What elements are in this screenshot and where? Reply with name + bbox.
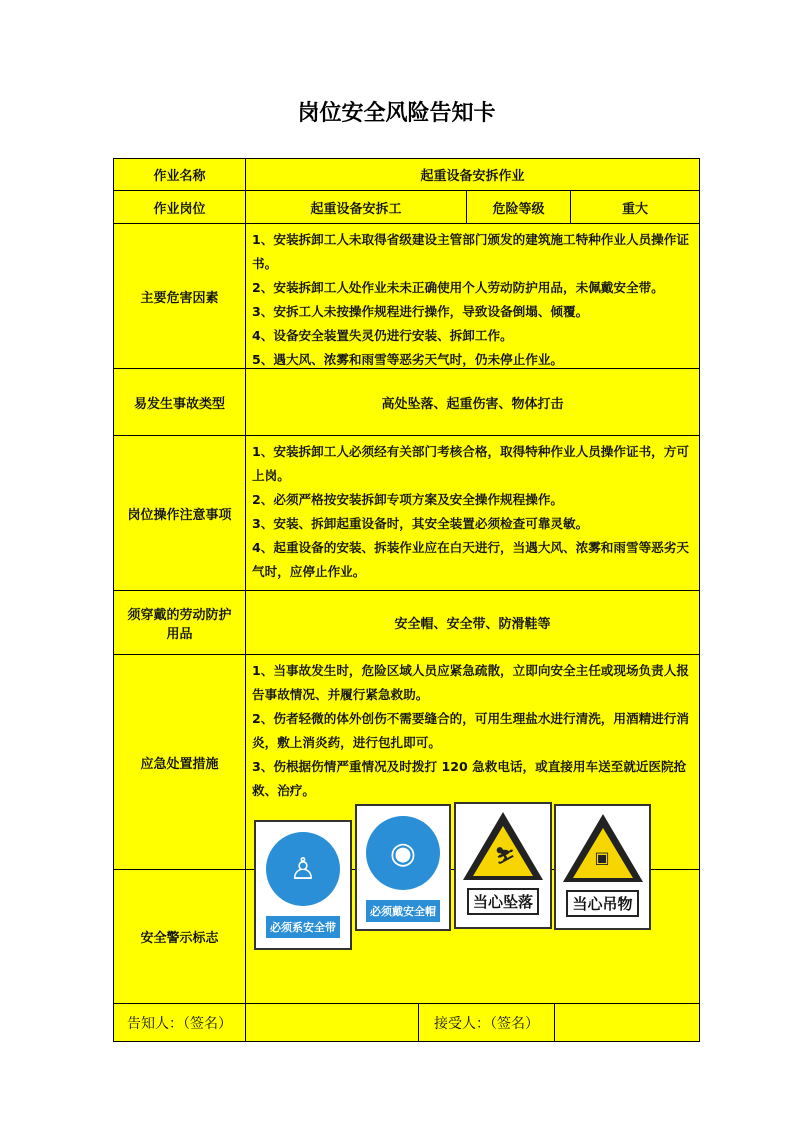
sign-beware-hanging-load bbox=[554, 804, 651, 930]
emergency-item: 1、当事故发生时，危险区域人员应紧急疏散，立即向安全主任或现场负责人报告事故情况、并履行紧急救助。 bbox=[252, 663, 689, 702]
note-item: 2、必须严格按安装拆卸专项方案及安全操作规程操作。 bbox=[252, 492, 564, 507]
ppe-label: 须穿戴的劳动防护用品 bbox=[113, 590, 246, 655]
hazards-list bbox=[245, 223, 700, 369]
emergency-item: 2、伤者轻微的体外创伤不需要缝合的，可用生理盐水进行清洗，用酒精进行消炎，敷上消炎药，进行包扎即可。 bbox=[252, 711, 689, 750]
warning-triangle-icon: ▣ bbox=[563, 814, 643, 882]
accident-label: 易发生事故类型 bbox=[113, 368, 246, 436]
informer-signature[interactable] bbox=[245, 1003, 419, 1042]
page-title: 岗位安全风险告知卡 bbox=[297, 101, 496, 126]
safety-belt-icon: ♙ bbox=[266, 832, 340, 906]
notes-list bbox=[245, 435, 700, 591]
receiver-signature[interactable] bbox=[554, 1003, 700, 1042]
informer-label: 告知人：（签名） bbox=[113, 1003, 246, 1042]
receiver-label: 接受人：（签名） bbox=[418, 1003, 555, 1042]
hazard-item: 4、设备安全装置失灵仍进行安装、拆卸工作。 bbox=[252, 328, 513, 343]
job-name-value: 起重设备安拆作业 bbox=[245, 158, 700, 191]
hazard-item: 2、安装拆卸工人处作业未未正确使用个人劳动防护用品，未佩戴安全带。 bbox=[252, 280, 664, 295]
sign-wear-safety-belt bbox=[254, 820, 352, 950]
hazard-item: 3、安拆工人未按操作规程进行操作，导致设备倒塌、倾覆。 bbox=[252, 304, 589, 319]
sign-wear-helmet bbox=[355, 804, 451, 931]
sign-beware-fall bbox=[454, 802, 552, 929]
warning-triangle-icon: ⛷ bbox=[463, 812, 543, 880]
note-item: 4、起重设备的安装、拆装作业应在白天进行，当遇大风、浓雾和雨雪等恶劣天气时，应停止作业。 bbox=[252, 540, 689, 579]
ppe-value: 安全帽、安全带、防滑鞋等 bbox=[245, 590, 700, 655]
post-label: 作业岗位 bbox=[113, 190, 246, 224]
notes-label: 岗位操作注意事项 bbox=[113, 435, 246, 591]
hazards-label: 主要危害因素 bbox=[113, 223, 246, 369]
sign-text: 当心坠落 bbox=[467, 888, 539, 915]
note-item: 1、安装拆卸工人必须经有关部门考核合格，取得特种作业人员操作证书，方可上岗。 bbox=[252, 444, 689, 483]
post-value: 起重设备安拆工 bbox=[245, 190, 467, 224]
risk-level-label: 危险等级 bbox=[466, 190, 571, 224]
signs-label: 安全警示标志 bbox=[113, 869, 246, 1004]
sign-text: 当心吊物 bbox=[566, 890, 638, 917]
accident-value: 高处坠落、起重伤害、物体打击 bbox=[245, 368, 700, 436]
hazard-item: 5、遇大风、浓雾和雨雪等恶劣天气时，仍未停止作业。 bbox=[252, 352, 564, 367]
helmet-icon: ◉ bbox=[366, 816, 440, 890]
emergency-item: 3、伤根据伤情严重情况及时拨打 120 急救电话，或直接用车送至就近医院抢救、治疗。 bbox=[252, 759, 687, 798]
note-item: 3、安装、拆卸起重设备时，其安全装置必须检查可靠灵敏。 bbox=[252, 516, 589, 531]
sign-text: 必须系安全带 bbox=[266, 916, 340, 938]
hazard-item: 1、安装拆卸工人未取得省级建设主管部门颁发的建筑施工特种作业人员操作证书。 bbox=[252, 232, 689, 271]
risk-level-value: 重大 bbox=[570, 190, 700, 224]
job-name-label: 作业名称 bbox=[113, 158, 246, 191]
sign-text: 必须戴安全帽 bbox=[366, 900, 440, 922]
emergency-label: 应急处置措施 bbox=[113, 654, 246, 870]
